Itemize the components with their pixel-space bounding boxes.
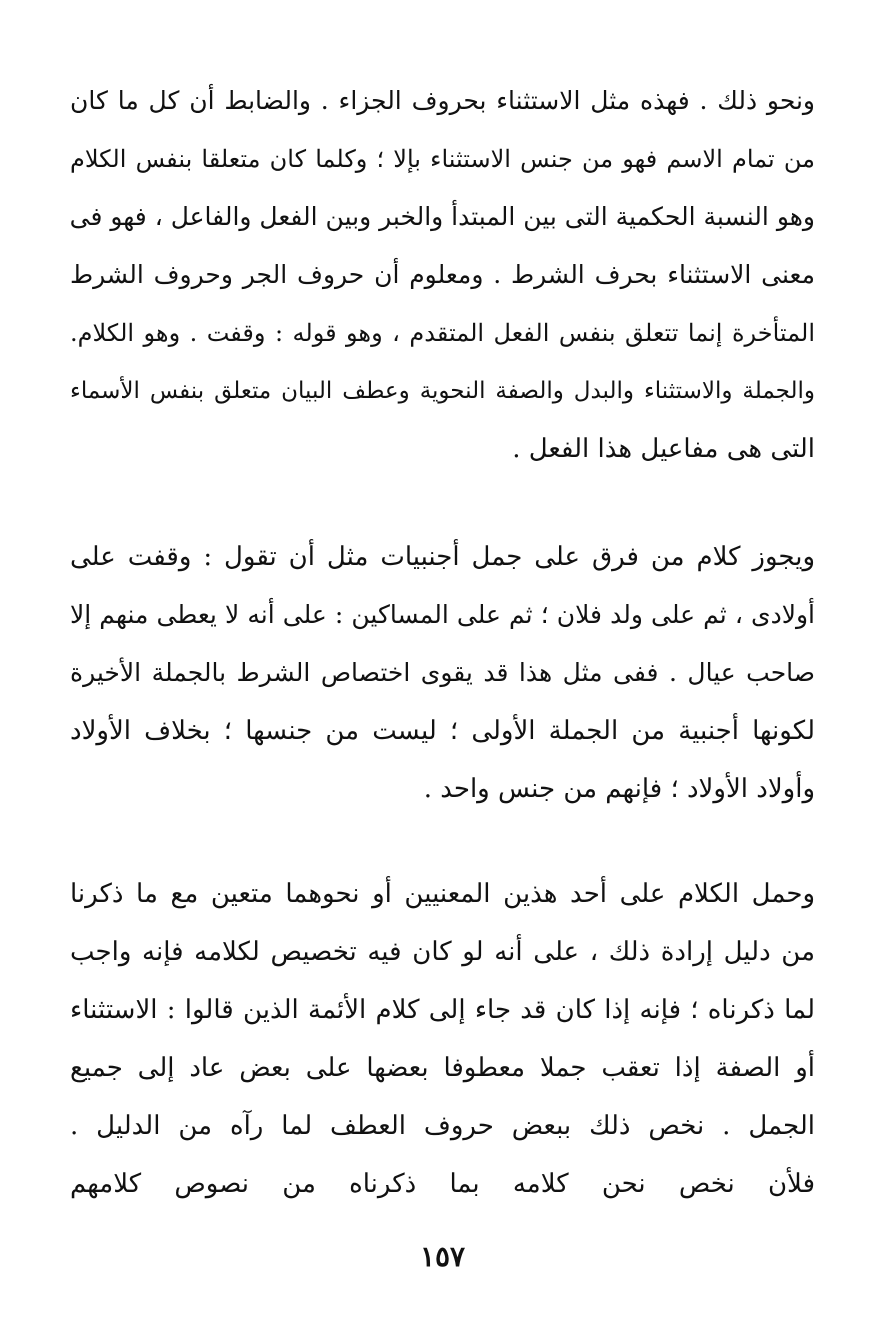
text-line: أو الصفة إذا تعقب جملا معطوفا بعضها على بعض عاد إلى جميع	[70, 1053, 815, 1083]
text-line: وهو النسبة الحكمية التى بين المبتدأ والخبر وبين الفعل والفاعل ، فهو فى	[70, 202, 815, 231]
text-line: فلأن نخص نحن كلامه بما ذكرناه من نصوص كلامهم	[70, 1169, 815, 1199]
text-line: وأولاد الأولاد ؛ فإنهم من جنس واحد .	[423, 774, 815, 804]
paragraph-1	[70, 72, 815, 478]
text-line: صاحب عيال . ففى مثل هذا قد يقوى اختصاص الشرط بالجملة الأخيرة	[70, 658, 815, 687]
text-line: التى هى مفاعيل هذا الفعل .	[512, 434, 815, 464]
text-line: من دليل إرادة ذلك ، على أنه لو كان فيه تخصيص لكلامه فإنه واجب	[70, 937, 815, 967]
text-line: أولادى ، ثم على ولد فلان ؛ ثم على المساكين : على أنه لا يعطى منهم إلا	[70, 600, 815, 629]
text-line: ويجوز كلام من فرق على جمل أجنبيات مثل أن تقول : وقفت على	[70, 542, 815, 572]
paragraph-3	[70, 865, 815, 1213]
text-line: المتأخرة إنما تتعلق بنفس الفعل المتقدم ، وهو قوله : وقفت . وهو الكلام.	[70, 319, 815, 347]
text-line: لما ذكرناه ؛ فإنه إذا كان قد جاء إلى كلام الأئمة الذين قالوا : الاستثناء	[70, 995, 815, 1025]
text-line: ونحو ذلك . فهذه مثل الاستثناء بحروف الجزاء . والضابط أن كل ما كان	[70, 86, 815, 115]
paragraph-2	[70, 528, 815, 818]
text-line: وحمل الكلام على أحد هذين المعنيين أو نحوهما متعين مع ما ذكرنا	[70, 879, 815, 909]
text-line: لكونها أجنبية من الجملة الأولى ؛ ليست من جنسها ؛ بخلاف الأولاد	[70, 716, 815, 746]
text-line: والجملة والاستثناء والبدل والصفة النحوية وعطف البيان متعلق بنفس الأسماء	[70, 378, 815, 404]
text-line: من تمام الاسم فهو من جنس الاستثناء بإلا ؛ وكلما كان متعلقا بنفس الكلام	[70, 145, 815, 173]
text-line: الجمل . نخص ذلك ببعض حروف العطف لما رآه من الدليل .	[70, 1111, 815, 1141]
text-line: معنى الاستثناء بحرف الشرط . ومعلوم أن حروف الجر وحروف الشرط	[70, 260, 815, 289]
page-number: ١٥٧	[419, 1240, 466, 1273]
